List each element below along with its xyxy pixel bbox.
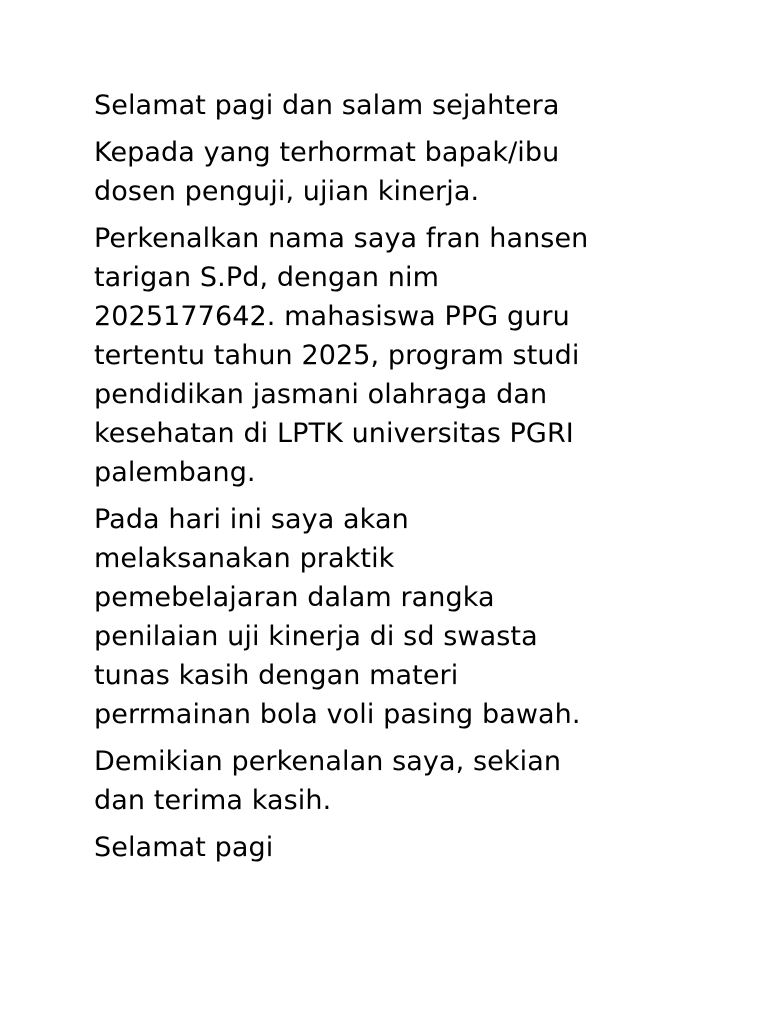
- closing-paragraph: Demikian perkenalan saya, sekian dan terima kasih.: [94, 746, 562, 816]
- final-greeting-paragraph: Selamat pagi: [94, 832, 274, 863]
- greeting-paragraph: Selamat pagi dan salam sejahtera: [94, 90, 560, 121]
- document-body: [94, 86, 694, 875]
- practice-description-paragraph: Pada hari ini saya akan melaksanakan praktik pemebelajaran dalam rangka penilaian uji kinerja di sd swasta tunas kasih dengan materi perrmainan bola voli pasing bawah.: [94, 504, 581, 730]
- address-paragraph: Kepada yang terhormat bapak/ibu dosen penguji, ujian kinerja.: [94, 137, 560, 207]
- introduction-paragraph: Perkenalkan nama saya fran hansen tarigan S.Pd, dengan nim 2025177642. mahasiswa PPG guru tertentu tahun 2025, program studi pendidikan jasmani olahraga dan kesehatan di LPTK universitas PGRI palembang.: [94, 223, 589, 488]
